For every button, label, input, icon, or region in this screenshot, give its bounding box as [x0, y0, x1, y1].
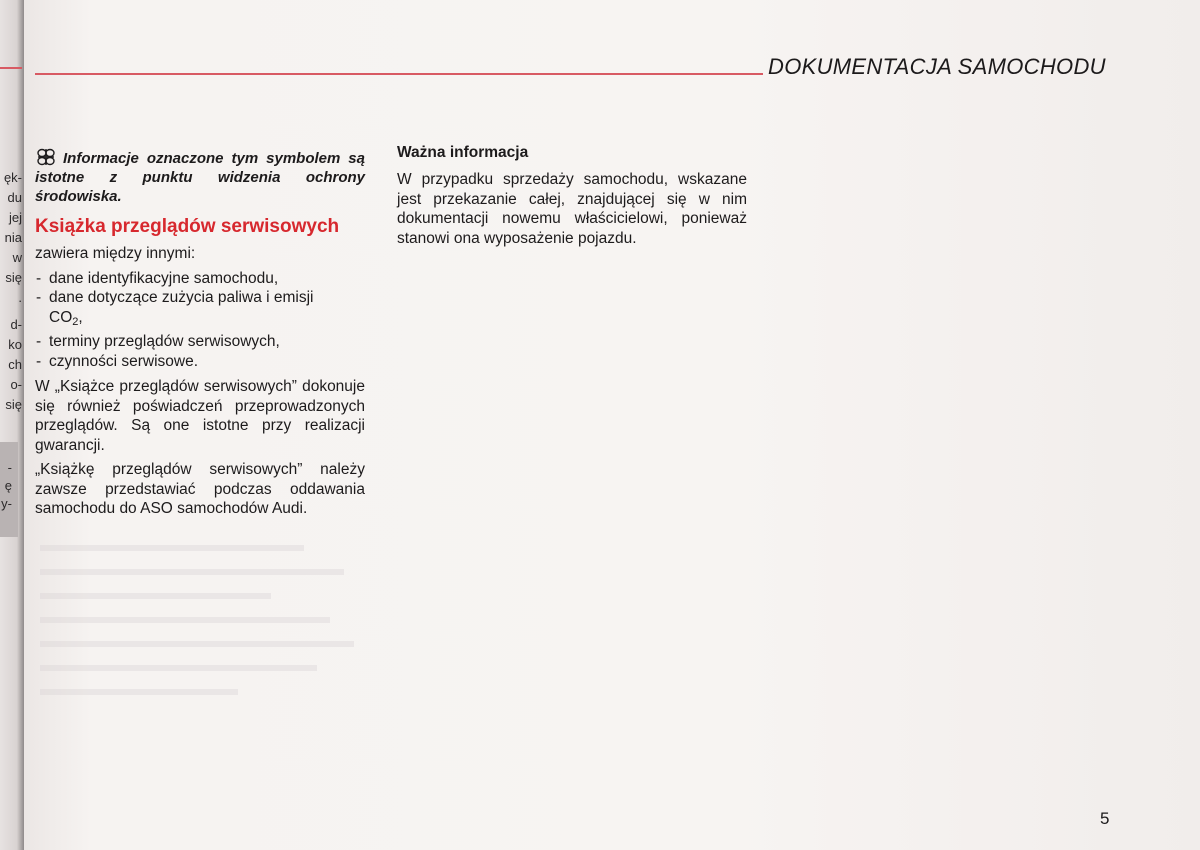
bleed-through-lines [40, 535, 370, 765]
spine-fragment: w [12, 250, 22, 265]
list-item [35, 288, 365, 332]
spine-fragment: d- [10, 317, 22, 332]
co2-subscript: 2 [72, 315, 79, 328]
spine-fragment: jej [8, 210, 22, 225]
spine-fragment: ęk- [3, 170, 22, 185]
co2-label: CO [49, 308, 73, 326]
spine-fragment: y- [1, 496, 12, 511]
list-item: - terminy przeglądów serwisowych, [35, 332, 365, 352]
list-item-text: dane dotyczące zużycia paliwa i emisji [49, 289, 314, 306]
right-column [397, 144, 747, 253]
paragraph: „Książkę przeglądów serwisowych” należy zawsze przedstawiać podczas oddawania samochodu do ASO samochodów Audi. [35, 461, 365, 517]
previous-page-edge [0, 0, 24, 850]
list-item: - dane identyfikacyjne samochodu, [35, 269, 365, 289]
spine-fragment: . [18, 290, 22, 305]
important-info-text: W przypadku sprzedaży samochodu, wskazane jest przekazanie całej, znajdującej się w nim dokumentacji nowemu właścicielowi, ponieważ stanowi ona wyposażenie pojazdu. [397, 171, 747, 247]
spine-fragment: ko [8, 337, 22, 352]
left-column [35, 148, 365, 524]
spine-fragment: - [7, 460, 12, 475]
intro-text: zawiera między innymi: [35, 245, 196, 262]
header-rule [35, 73, 763, 75]
previous-page-rule [0, 67, 22, 69]
spine-fragment: nia [4, 230, 22, 245]
environment-flower-icon [35, 148, 57, 166]
spine-fragment: ch [8, 357, 22, 372]
contents-list [35, 269, 365, 372]
spine-fragment: ę [4, 478, 12, 493]
list-item: - czynności serwisowe. [35, 352, 365, 372]
page-number: 5 [1100, 809, 1110, 828]
section-header-title: DOKUMENTACJA SAMOCHODU [768, 54, 1106, 79]
paragraph: W „Książce przeglądów serwisowych” dokonuje się również poświadczeń przeprowadzonych przeglądów. Są one istotne przy realizacji gwarancji. [35, 378, 365, 454]
spine-fragment: o- [10, 377, 22, 392]
co2-suffix: , [78, 308, 83, 326]
spine-fragment: du [7, 190, 22, 205]
section-heading: Książka przeglądów serwisowych [35, 216, 340, 237]
environment-note-text: Informacje oznaczone tym symbolem są istotne z punktu widzenia ochrony środowiska. [35, 150, 365, 205]
important-info-heading: Ważna informacja [397, 144, 529, 161]
environment-note [35, 148, 365, 206]
spine-fragment: się [5, 397, 22, 412]
spine-fragment: się [5, 270, 22, 285]
